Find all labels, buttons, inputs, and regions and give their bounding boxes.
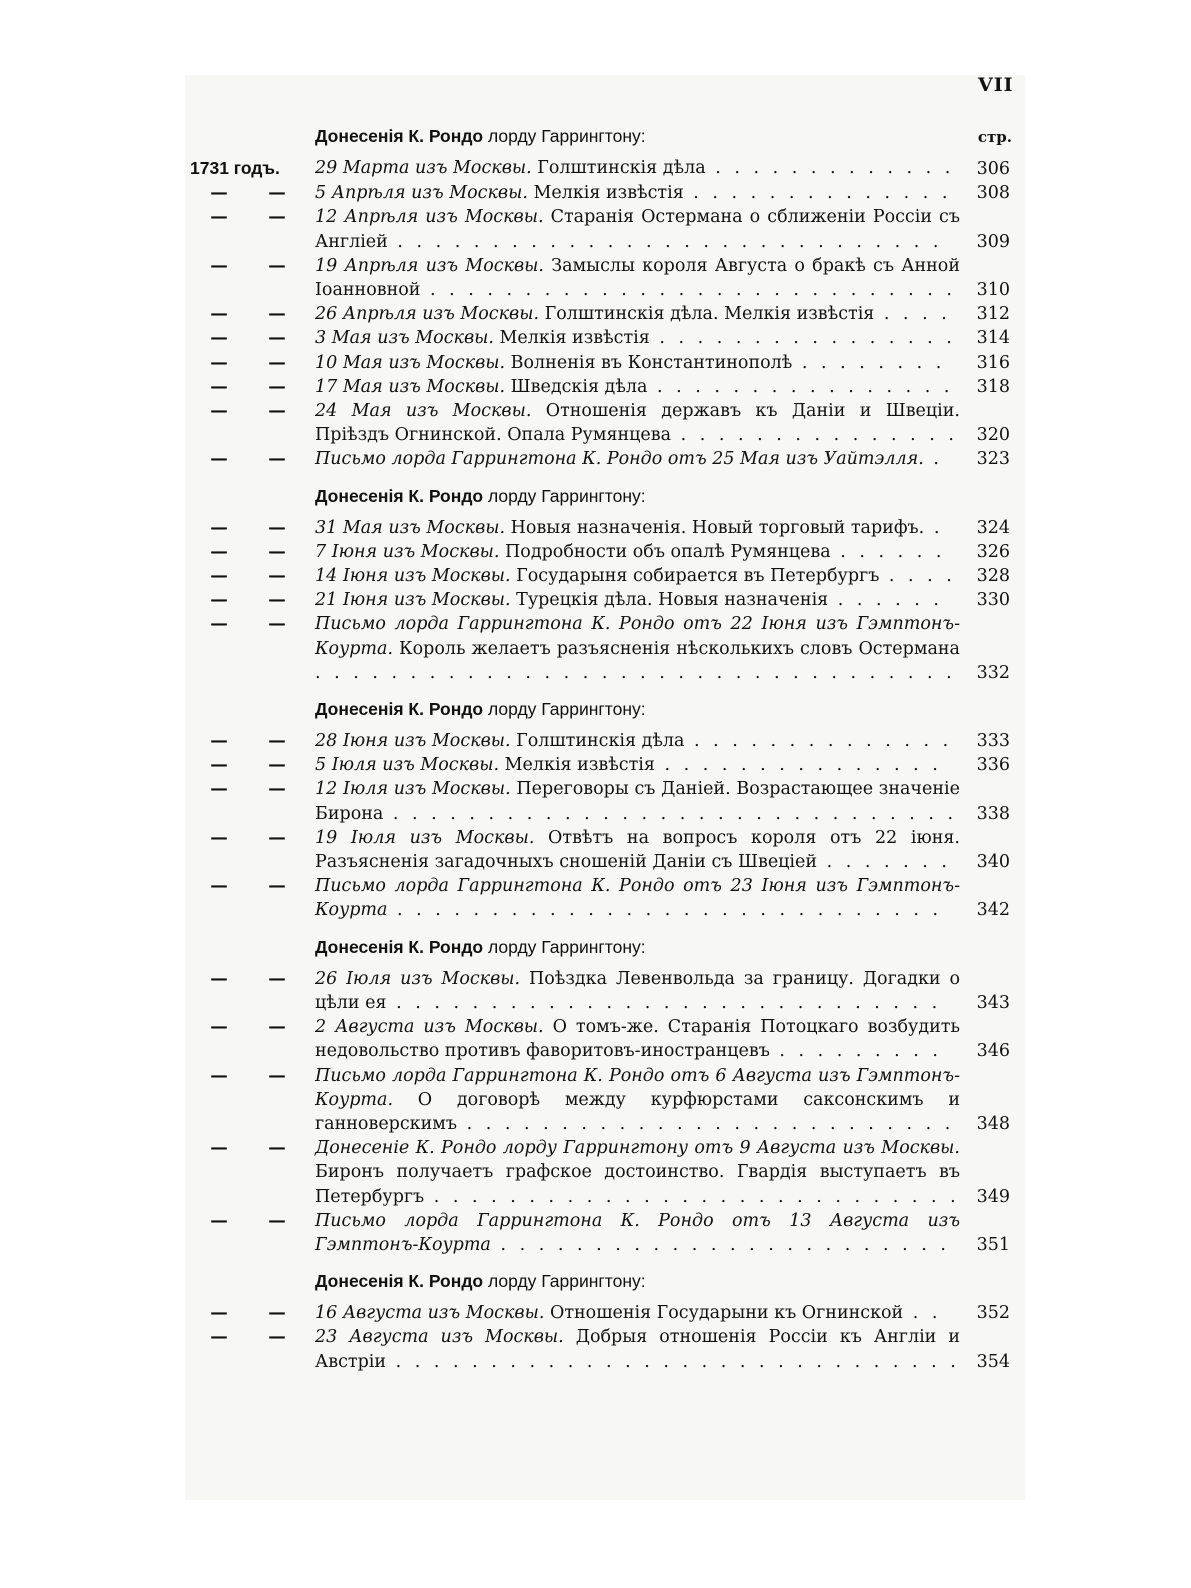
leader-dots: . . . . . . . . . . . . . . bbox=[683, 183, 952, 204]
leader-dots: . . . . . . . . . . . . . . . . . . . . . . . . . . . . bbox=[424, 1186, 960, 1207]
ditto-dash: — bbox=[210, 968, 228, 989]
entry-lead bbox=[190, 1325, 315, 1373]
entry-date-title: 31 Мая изъ Москвы. bbox=[315, 517, 506, 538]
entry-page-number: 309 bbox=[976, 231, 1010, 252]
entry-date-title: 16 Августа изъ Москвы. bbox=[315, 1303, 545, 1324]
ditto-dash: — bbox=[210, 755, 228, 776]
ditto-dash: — bbox=[268, 352, 286, 373]
entry-date-title: 19 Іюля изъ Москвы. bbox=[315, 827, 535, 848]
entry-text bbox=[315, 1209, 1020, 1257]
entry-description: Голштинскія дѣла bbox=[510, 731, 685, 752]
toc-entry bbox=[190, 302, 1020, 326]
entry-text bbox=[315, 254, 1020, 302]
toc-entry bbox=[190, 516, 1020, 540]
entry-description: Отношенія державъ къ Даніи и Швеціи. Пріѣздъ Огнинской. Опала Румянцева bbox=[315, 401, 960, 446]
section-heading-bold: Донесенія К. Рондо bbox=[315, 485, 484, 506]
leader-dots: . . . . . . . . . . . . . . . . . . . . . . . . . . . . . bbox=[386, 992, 942, 1013]
ditto-dash: — bbox=[210, 541, 228, 562]
ditto-dash: — bbox=[268, 183, 286, 204]
toc-entry bbox=[190, 181, 1020, 205]
entry-text bbox=[315, 967, 1020, 1015]
entry-lead bbox=[190, 1209, 315, 1257]
leader-dots: . . . . . . bbox=[828, 590, 943, 611]
toc-entry bbox=[190, 447, 1020, 471]
toc-entry bbox=[190, 254, 1020, 302]
section-heading bbox=[190, 1271, 1020, 1301]
toc-entry bbox=[190, 399, 1020, 447]
entry-date-title: Донесеніе К. Рондо лорду Гаррингтону отъ 9 Августа изъ Москвы. bbox=[315, 1138, 960, 1159]
entry-page-number: 312 bbox=[976, 304, 1010, 325]
toc-entry bbox=[190, 753, 1020, 777]
leader-dots: . . . . . . . . . . . . . . . . bbox=[649, 328, 956, 349]
entry-description: Турецкія дѣла. Новыя назначенія bbox=[510, 590, 829, 611]
ditto-dash: — bbox=[210, 1327, 228, 1348]
ditto-dash: — bbox=[210, 376, 228, 397]
entry-description: Голштинскія дѣла bbox=[531, 158, 706, 178]
leader-dots: . . . . . . . bbox=[817, 852, 951, 873]
entry-lead bbox=[190, 588, 315, 612]
entry-date-title: Письмо лорда Гаррингтона К. Рондо отъ 13 Августа изъ Гэмптонъ-Коурта bbox=[315, 1210, 960, 1255]
leader-dots: . bbox=[923, 449, 943, 470]
entry-date-title: 5 Іюля изъ Москвы. bbox=[315, 755, 500, 776]
entry-text bbox=[315, 302, 1020, 326]
section-heading-bold: Донесенія К. Рондо bbox=[315, 936, 484, 957]
entry-lead bbox=[190, 326, 315, 350]
entry-description: Государыня собирается въ Петербургъ bbox=[510, 566, 880, 587]
toc-entry bbox=[190, 326, 1020, 350]
section-heading-text bbox=[315, 126, 646, 147]
entry-lead bbox=[190, 753, 315, 777]
ditto-dash: — bbox=[210, 731, 228, 752]
entry-text bbox=[315, 1064, 1020, 1137]
entry-date-title: 21 Іюня изъ Москвы. bbox=[315, 590, 511, 611]
ditto-dash: — bbox=[268, 517, 286, 538]
entry-page-number: 328 bbox=[976, 566, 1010, 587]
entry-description: Мелкія извѣстія bbox=[499, 755, 655, 776]
entry-text bbox=[315, 326, 1020, 350]
entry-description: Мелкія извѣстія bbox=[527, 183, 684, 204]
ditto-dash: — bbox=[210, 566, 228, 587]
section-heading-bold: Донесенія К. Рондо bbox=[315, 1271, 484, 1292]
ditto-dash: — bbox=[210, 207, 228, 228]
entry-lead bbox=[190, 375, 315, 399]
toc-entry bbox=[190, 588, 1020, 612]
entry-text bbox=[315, 826, 1020, 874]
entry-lead bbox=[190, 254, 315, 302]
section-heading-rest: лорду Гаррингтону: bbox=[483, 485, 646, 506]
entry-description: Биронъ получаетъ графское достоинство. Гвардія выступаетъ въ Петербургъ bbox=[315, 1162, 960, 1207]
entry-text bbox=[315, 540, 1020, 564]
entry-lead bbox=[190, 1136, 315, 1209]
entry-text bbox=[315, 1136, 1020, 1209]
entry-page-number: 348 bbox=[976, 1113, 1010, 1134]
entry-page-number: 346 bbox=[976, 1041, 1010, 1062]
entry-date-title: 17 Мая изъ Москвы. bbox=[315, 376, 506, 397]
entry-text bbox=[315, 516, 1020, 540]
entry-text bbox=[315, 181, 1020, 205]
toc-entry bbox=[190, 1015, 1020, 1063]
section-heading bbox=[190, 126, 1020, 156]
leader-dots: . . . . . . . . . . . . . bbox=[705, 158, 955, 178]
leader-dots: . . . . . . . . . . . . . . . . . . . . . . . . . . bbox=[457, 1113, 955, 1134]
ditto-dash: — bbox=[210, 1138, 228, 1159]
entry-page-number: 352 bbox=[976, 1303, 1010, 1324]
entry-text bbox=[315, 351, 1020, 375]
leader-dots: . . . . . . . . . . . . . . . . . . . . . . . . . . . . . . . . . . bbox=[315, 662, 956, 683]
entry-date-title: 12 Апрѣля изъ Москвы. bbox=[315, 207, 544, 228]
leader-dots: . . . . . . . . . . . . . . . bbox=[671, 425, 958, 446]
entry-date-title: 14 Іюня изъ Москвы. bbox=[315, 566, 511, 587]
entry-description: Мелкія извѣстія bbox=[493, 328, 650, 349]
entry-lead bbox=[190, 967, 315, 1015]
toc-entry bbox=[190, 1209, 1020, 1257]
ditto-dash: — bbox=[268, 731, 286, 752]
toc-entry bbox=[190, 1136, 1020, 1209]
entry-page-number: 316 bbox=[976, 352, 1010, 373]
leader-dots: . . . . bbox=[879, 566, 956, 587]
leader-dots: . . . . . . . . bbox=[792, 352, 946, 373]
entry-description: Волненія въ Константинополѣ bbox=[505, 352, 793, 373]
entry-date-title: 29 Марта изъ Москвы. bbox=[315, 158, 532, 178]
entry-text bbox=[315, 1325, 1020, 1373]
entry-text bbox=[315, 375, 1020, 399]
entry-lead bbox=[190, 1015, 315, 1063]
ditto-dash: — bbox=[268, 541, 286, 562]
entry-page-number: 342 bbox=[976, 900, 1010, 921]
section-heading-text bbox=[315, 1271, 646, 1292]
entry-lead bbox=[190, 826, 315, 874]
entry-date-title: 5 Апрѣля изъ Москвы. bbox=[315, 183, 528, 204]
leader-dots: . . . . . . . . . . . . . . . . . . . . . . . . . . . . . bbox=[387, 900, 943, 921]
entry-description: О договорѣ между курфюрстами саксонскимъ и ганноверскимъ bbox=[315, 1089, 960, 1134]
ditto-dash: — bbox=[210, 449, 228, 470]
entry-page-number: 306 bbox=[976, 159, 1010, 179]
leader-dots: . . . . . . . . . . . . . . . . . . . . . . . . . . . . . . bbox=[383, 803, 958, 824]
entry-page-number: 349 bbox=[976, 1186, 1010, 1207]
entry-text bbox=[315, 612, 1020, 685]
ditto-dash: — bbox=[268, 876, 286, 897]
entry-date-title: 19 Апрѣля изъ Москвы. bbox=[315, 255, 544, 276]
section-heading-bold: Донесенія К. Рондо bbox=[315, 699, 484, 720]
entry-description: Поѣздка Левенвольда за границу. Догадки о цѣли ея bbox=[315, 968, 960, 1013]
leader-dots: . . . . . . . . . . . . . . . . . . . . . . . . bbox=[490, 1234, 950, 1255]
toc-entry bbox=[190, 967, 1020, 1015]
entry-text bbox=[315, 205, 1020, 253]
entry-page-number: 324 bbox=[976, 517, 1010, 538]
toc-entry bbox=[190, 1064, 1020, 1137]
entry-page-number: 354 bbox=[976, 1351, 1010, 1372]
leader-dots: . . . . . . . . . . . . . . . . . . . . . . . . . . . . bbox=[420, 280, 956, 301]
entry-lead bbox=[190, 729, 315, 753]
entry-page-number: 314 bbox=[976, 328, 1010, 349]
entry-page-number: 333 bbox=[976, 731, 1010, 752]
entry-text bbox=[315, 588, 1020, 612]
ditto-dash: — bbox=[268, 566, 286, 587]
entry-text bbox=[315, 447, 1020, 471]
toc-entry bbox=[190, 1301, 1020, 1325]
entry-lead bbox=[190, 156, 315, 181]
entry-description: Отвѣтъ на вопросъ короля отъ 22 іюня. Разъясненія загадочныхъ сношеній Даніи съ Швеціей bbox=[315, 827, 960, 873]
ditto-dash: — bbox=[210, 352, 228, 373]
table-of-contents bbox=[190, 118, 1020, 1374]
page-column-label: стр. bbox=[977, 128, 1012, 146]
section-heading bbox=[190, 486, 1020, 516]
entry-date-title: 26 Апрѣля изъ Москвы. bbox=[315, 304, 540, 325]
section-heading bbox=[190, 937, 1020, 967]
ditto-dash: — bbox=[268, 1065, 286, 1086]
section-heading-text bbox=[315, 699, 646, 720]
ditto-dash: — bbox=[268, 449, 286, 470]
entry-description: Голштинскія дѣла. Мелкія извѣстія bbox=[539, 304, 875, 325]
toc-entry bbox=[190, 540, 1020, 564]
entry-lead bbox=[190, 181, 315, 205]
ditto-dash: — bbox=[210, 255, 228, 276]
entry-description: О томъ-же. Старанія Потоцкаго возбудить недовольство противъ фаворитовъ-иностранцевъ bbox=[315, 1017, 960, 1062]
entry-text bbox=[315, 1015, 1020, 1063]
section-heading-rest: лорду Гаррингтону: bbox=[483, 126, 646, 146]
entry-date-title: 23 Августа изъ Москвы. bbox=[315, 1327, 564, 1348]
entry-text bbox=[315, 729, 1020, 753]
ditto-dash: — bbox=[210, 614, 228, 635]
page-number: VII bbox=[978, 74, 1014, 96]
ditto-dash: — bbox=[210, 876, 228, 897]
entry-lead bbox=[190, 399, 315, 447]
toc-entry bbox=[190, 777, 1020, 825]
ditto-dash: — bbox=[210, 1065, 228, 1086]
entry-text bbox=[315, 564, 1020, 588]
ditto-dash: — bbox=[268, 755, 286, 776]
toc-entry bbox=[190, 874, 1020, 922]
entry-page-number: 336 bbox=[976, 755, 1010, 776]
ditto-dash: — bbox=[210, 1303, 228, 1324]
entry-page-number: 332 bbox=[976, 662, 1010, 683]
ditto-dash: — bbox=[210, 1210, 228, 1231]
entry-lead bbox=[190, 205, 315, 253]
entry-text bbox=[315, 156, 1020, 181]
year-label: 1731 годъ. bbox=[190, 158, 280, 178]
leader-dots: . . . . . . bbox=[830, 541, 946, 562]
section-heading-rest: лорду Гаррингтону: bbox=[483, 936, 646, 957]
ditto-dash: — bbox=[268, 255, 286, 276]
ditto-dash: — bbox=[268, 328, 286, 349]
entry-lead bbox=[190, 1064, 315, 1137]
entry-description: Старанія Остермана о сближеніи Россіи съ Англіей bbox=[315, 207, 960, 252]
ditto-dash: — bbox=[210, 304, 228, 325]
entry-page-number: 343 bbox=[976, 992, 1010, 1013]
toc-entry bbox=[190, 729, 1020, 753]
leader-dots: . . . . . . . . . . . . . . . . . . . . . . . . . . . . . . bbox=[386, 1351, 960, 1372]
ditto-dash: — bbox=[268, 401, 286, 422]
toc-entry bbox=[190, 826, 1020, 874]
toc-entry bbox=[190, 156, 1020, 181]
entry-date-title: 2 Августа изъ Москвы. bbox=[315, 1017, 544, 1038]
entry-date-title: 28 Іюня изъ Москвы. bbox=[315, 731, 511, 752]
toc-entry bbox=[190, 375, 1020, 399]
entry-lead bbox=[190, 516, 315, 540]
entry-text bbox=[315, 874, 1020, 922]
toc-entry bbox=[190, 612, 1020, 685]
ditto-dash: — bbox=[210, 517, 228, 538]
entry-description: Новыя назначенія. Новый торговый тарифъ. bbox=[505, 517, 925, 538]
entry-date-title: 26 Іюля изъ Москвы. bbox=[315, 968, 521, 989]
leader-dots: . . bbox=[903, 1303, 942, 1324]
entry-date-title: Письмо лорда Гаррингтона К. Рондо отъ 22 Іюня изъ Гэмптонъ-Коурта. bbox=[315, 614, 960, 659]
leader-dots: . . . . bbox=[874, 304, 951, 325]
entry-text bbox=[315, 753, 1020, 777]
entry-description: Отношенія Государыни къ Огнинской bbox=[544, 1303, 904, 1324]
entry-lead bbox=[190, 302, 315, 326]
entry-lead bbox=[190, 447, 315, 471]
entry-description: Подробности объ опалѣ Румянцева bbox=[499, 541, 831, 562]
entry-description: Шведскія дѣла bbox=[505, 376, 648, 397]
ditto-dash: — bbox=[210, 328, 228, 349]
entry-description: Добрыя отношенія Россіи къ Англіи и Австріи bbox=[315, 1327, 960, 1372]
entry-lead bbox=[190, 564, 315, 588]
entry-page-number: 318 bbox=[976, 376, 1010, 397]
ditto-dash: — bbox=[268, 827, 286, 848]
entry-page-number: 310 bbox=[976, 280, 1010, 301]
entry-date-title: 3 Мая изъ Москвы. bbox=[315, 328, 494, 349]
entry-description: Переговоры съ Даніей. Возрастающее значеніе Бирона bbox=[315, 779, 960, 824]
ditto-dash: — bbox=[210, 779, 228, 800]
toc-entry bbox=[190, 205, 1020, 253]
leader-dots: . . . . . . . . . . . . . . . . . . . . . . . . . . . . . bbox=[387, 231, 943, 252]
leader-dots: . bbox=[924, 517, 944, 538]
ditto-dash: — bbox=[268, 1327, 286, 1348]
entry-lead bbox=[190, 540, 315, 564]
entry-lead bbox=[190, 777, 315, 825]
entry-page-number: 340 bbox=[976, 852, 1010, 873]
leader-dots: . . . . . . . . . bbox=[769, 1041, 942, 1062]
section-heading-text bbox=[315, 937, 646, 958]
ditto-dash: — bbox=[210, 1017, 228, 1038]
entry-date-title: 12 Іюля изъ Москвы. bbox=[315, 779, 511, 800]
ditto-dash: — bbox=[268, 968, 286, 989]
entry-page-number: 338 bbox=[976, 803, 1010, 824]
toc-entry bbox=[190, 351, 1020, 375]
entry-date-title: Письмо лорда Гаррингтона К. Рондо отъ 6 Августа изъ Гэмптонъ-Коурта. bbox=[315, 1065, 960, 1110]
entry-lead bbox=[190, 1301, 315, 1325]
entry-lead bbox=[190, 612, 315, 685]
entry-date-title: 10 Мая изъ Москвы. bbox=[315, 352, 506, 373]
entry-lead bbox=[190, 351, 315, 375]
ditto-dash: — bbox=[268, 304, 286, 325]
entry-page-number: 323 bbox=[976, 449, 1010, 470]
ditto-dash: — bbox=[210, 401, 228, 422]
leader-dots: . . . . . . . . . . . . . . . bbox=[654, 755, 942, 776]
entry-description: Король желаетъ разъясненія нѣсколькихъ словъ Остермана bbox=[393, 638, 960, 659]
ditto-dash: — bbox=[268, 590, 286, 611]
entry-page-number: 320 bbox=[976, 425, 1010, 446]
ditto-dash: — bbox=[268, 779, 286, 800]
ditto-dash: — bbox=[210, 827, 228, 848]
ditto-dash: — bbox=[210, 590, 228, 611]
section-heading-bold: Донесенія К. Рондо bbox=[315, 126, 484, 146]
leader-dots: . . . . . . . . . . . . . . bbox=[684, 731, 953, 752]
ditto-dash: — bbox=[210, 183, 228, 204]
ditto-dash: — bbox=[268, 614, 286, 635]
section-heading bbox=[190, 699, 1020, 729]
toc-entry bbox=[190, 1325, 1020, 1373]
entry-date-title: Письмо лорда Гаррингтона К. Рондо отъ 23 Іюня изъ Гэмптонъ-Коурта bbox=[315, 876, 960, 921]
entry-page-number: 330 bbox=[976, 590, 1010, 611]
ditto-dash: — bbox=[268, 1303, 286, 1324]
toc-entry bbox=[190, 564, 1020, 588]
ditto-dash: — bbox=[268, 1138, 286, 1159]
entry-page-number: 351 bbox=[976, 1234, 1010, 1255]
entry-text bbox=[315, 1301, 1020, 1325]
entry-description: Замыслы короля Августа о бракѣ съ Анной Іоанновной bbox=[315, 255, 960, 301]
entry-text bbox=[315, 777, 1020, 825]
entry-page-number: 326 bbox=[976, 541, 1010, 562]
entry-date-title: 7 Іюня изъ Москвы. bbox=[315, 541, 500, 562]
ditto-dash: — bbox=[268, 376, 286, 397]
section-heading-rest: лорду Гаррингтону: bbox=[483, 1271, 646, 1292]
leader-dots: . . . . . . . . . . . . . . . . bbox=[647, 376, 954, 397]
section-heading-text bbox=[315, 486, 646, 507]
ditto-dash: — bbox=[268, 207, 286, 228]
entry-lead bbox=[190, 874, 315, 922]
entry-page-number: 308 bbox=[976, 183, 1010, 204]
section-heading-rest: лорду Гаррингтону: bbox=[483, 699, 646, 720]
entry-date-title: 24 Мая изъ Москвы. bbox=[315, 401, 532, 422]
entry-date-title: Письмо лорда Гаррингтона К. Рондо отъ 25 Мая изъ Уайтэлля. bbox=[315, 449, 924, 470]
ditto-dash: — bbox=[268, 1210, 286, 1231]
ditto-dash: — bbox=[268, 1017, 286, 1038]
entry-text bbox=[315, 399, 1020, 447]
